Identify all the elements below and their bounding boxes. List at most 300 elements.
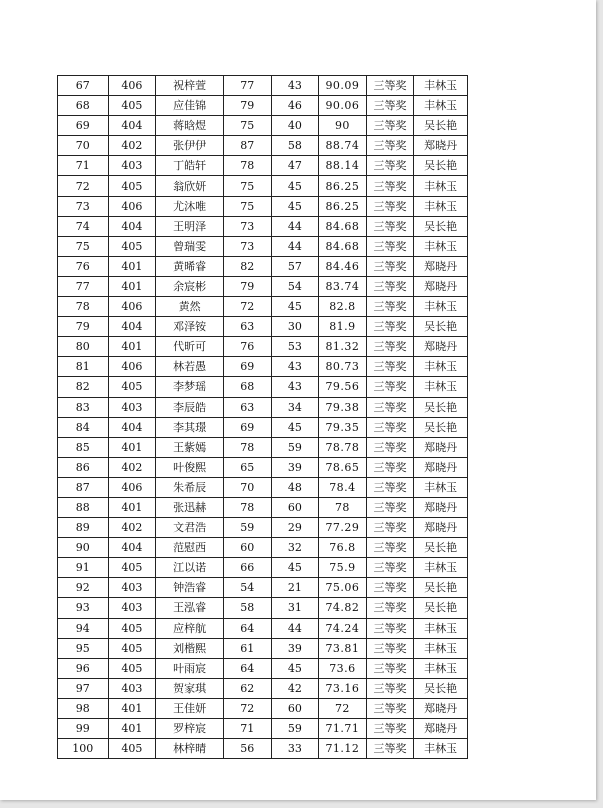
score-1-cell: 62 [224, 678, 272, 698]
rank-cell: 71 [58, 156, 109, 176]
rank-cell: 84 [58, 417, 109, 437]
total-score-cell: 88.14 [319, 156, 367, 176]
award-cell: 三等奖 [366, 618, 414, 638]
total-score-cell: 80.73 [319, 357, 367, 377]
table-row [58, 618, 468, 638]
teacher-cell: 丰林玉 [414, 477, 468, 497]
student-name-cell: 李梦瑶 [156, 377, 224, 397]
score-1-cell: 54 [224, 578, 272, 598]
teacher-cell: 吴长艳 [414, 397, 468, 417]
score-2-cell: 43 [271, 357, 319, 377]
award-cell: 三等奖 [366, 116, 414, 136]
total-score-cell: 84.68 [319, 236, 367, 256]
rank-cell: 87 [58, 477, 109, 497]
score-2-cell: 30 [271, 317, 319, 337]
student-name-cell: 罗梓宸 [156, 719, 224, 739]
student-name-cell: 林梓晴 [156, 739, 224, 759]
total-score-cell: 86.25 [319, 196, 367, 216]
award-cell: 三等奖 [366, 658, 414, 678]
score-2-cell: 29 [271, 518, 319, 538]
table-row [58, 678, 468, 698]
score-1-cell: 75 [224, 116, 272, 136]
score-1-cell: 63 [224, 317, 272, 337]
teacher-cell: 吴长艳 [414, 538, 468, 558]
student-name-cell: 张迅赫 [156, 497, 224, 517]
teacher-cell: 吴长艳 [414, 116, 468, 136]
table-row [58, 357, 468, 377]
award-cell: 三等奖 [366, 76, 414, 96]
score-1-cell: 72 [224, 698, 272, 718]
class-cell: 401 [108, 337, 156, 357]
student-name-cell: 黄然 [156, 297, 224, 317]
teacher-cell: 郑晓丹 [414, 497, 468, 517]
total-score-cell: 73.16 [319, 678, 367, 698]
score-1-cell: 56 [224, 739, 272, 759]
rank-cell: 85 [58, 437, 109, 457]
rank-cell: 91 [58, 558, 109, 578]
rank-cell: 96 [58, 658, 109, 678]
score-1-cell: 70 [224, 477, 272, 497]
student-name-cell: 朱希辰 [156, 477, 224, 497]
teacher-cell: 丰林玉 [414, 297, 468, 317]
award-cell: 三等奖 [366, 739, 414, 759]
table-row [58, 497, 468, 517]
total-score-cell: 84.68 [319, 216, 367, 236]
award-cell: 三等奖 [366, 337, 414, 357]
score-2-cell: 45 [271, 297, 319, 317]
total-score-cell: 79.35 [319, 417, 367, 437]
score-1-cell: 75 [224, 196, 272, 216]
total-score-cell: 88.74 [319, 136, 367, 156]
total-score-cell: 72 [319, 698, 367, 718]
score-2-cell: 43 [271, 76, 319, 96]
teacher-cell: 郑晓丹 [414, 276, 468, 296]
teacher-cell: 郑晓丹 [414, 136, 468, 156]
score-2-cell: 46 [271, 96, 319, 116]
award-cell: 三等奖 [366, 417, 414, 437]
class-cell: 403 [108, 578, 156, 598]
student-name-cell: 黄晞睿 [156, 256, 224, 276]
table-row [58, 538, 468, 558]
student-name-cell: 张伊伊 [156, 136, 224, 156]
class-cell: 402 [108, 136, 156, 156]
score-1-cell: 58 [224, 598, 272, 618]
score-2-cell: 21 [271, 578, 319, 598]
table-row [58, 719, 468, 739]
award-cell: 三等奖 [366, 638, 414, 658]
teacher-cell: 丰林玉 [414, 618, 468, 638]
rank-cell: 74 [58, 216, 109, 236]
table-row [58, 417, 468, 437]
class-cell: 406 [108, 76, 156, 96]
student-name-cell: 王紫嫣 [156, 437, 224, 457]
score-1-cell: 79 [224, 276, 272, 296]
rank-cell: 99 [58, 719, 109, 739]
total-score-cell: 81.9 [319, 317, 367, 337]
rank-cell: 95 [58, 638, 109, 658]
student-name-cell: 尤沐唯 [156, 196, 224, 216]
class-cell: 405 [108, 558, 156, 578]
rank-cell: 70 [58, 136, 109, 156]
teacher-cell: 郑晓丹 [414, 256, 468, 276]
award-cell: 三等奖 [366, 156, 414, 176]
total-score-cell: 78 [319, 497, 367, 517]
student-name-cell: 应梓航 [156, 618, 224, 638]
award-cell: 三等奖 [366, 497, 414, 517]
rank-cell: 76 [58, 256, 109, 276]
total-score-cell: 71.12 [319, 739, 367, 759]
class-cell: 401 [108, 497, 156, 517]
score-2-cell: 44 [271, 216, 319, 236]
teacher-cell: 吴长艳 [414, 598, 468, 618]
score-1-cell: 69 [224, 357, 272, 377]
rank-cell: 94 [58, 618, 109, 638]
total-score-cell: 79.38 [319, 397, 367, 417]
score-2-cell: 32 [271, 538, 319, 558]
table-row [58, 116, 468, 136]
table-row [58, 96, 468, 116]
student-name-cell: 李其璟 [156, 417, 224, 437]
total-score-cell: 71.71 [319, 719, 367, 739]
rank-cell: 89 [58, 518, 109, 538]
score-2-cell: 47 [271, 156, 319, 176]
class-cell: 406 [108, 196, 156, 216]
score-1-cell: 73 [224, 236, 272, 256]
score-2-cell: 58 [271, 136, 319, 156]
score-1-cell: 61 [224, 638, 272, 658]
table-row [58, 558, 468, 578]
award-cell: 三等奖 [366, 136, 414, 156]
class-cell: 404 [108, 216, 156, 236]
rank-cell: 81 [58, 357, 109, 377]
score-1-cell: 59 [224, 518, 272, 538]
class-cell: 404 [108, 538, 156, 558]
total-score-cell: 74.82 [319, 598, 367, 618]
rank-cell: 86 [58, 457, 109, 477]
teacher-cell: 吴长艳 [414, 216, 468, 236]
student-name-cell: 余宸彬 [156, 276, 224, 296]
teacher-cell: 丰林玉 [414, 236, 468, 256]
award-cell: 三等奖 [366, 196, 414, 216]
score-2-cell: 60 [271, 698, 319, 718]
student-name-cell: 王明泽 [156, 216, 224, 236]
student-name-cell: 蒋晗煜 [156, 116, 224, 136]
score-1-cell: 78 [224, 156, 272, 176]
score-1-cell: 71 [224, 719, 272, 739]
teacher-cell: 吴长艳 [414, 578, 468, 598]
student-name-cell: 范慰西 [156, 538, 224, 558]
class-cell: 404 [108, 417, 156, 437]
score-1-cell: 60 [224, 538, 272, 558]
table-row [58, 216, 468, 236]
award-cell: 三等奖 [366, 538, 414, 558]
teacher-cell: 丰林玉 [414, 76, 468, 96]
total-score-cell: 78.78 [319, 437, 367, 457]
score-1-cell: 87 [224, 136, 272, 156]
table-row [58, 638, 468, 658]
total-score-cell: 86.25 [319, 176, 367, 196]
rank-cell: 69 [58, 116, 109, 136]
award-cell: 三等奖 [366, 518, 414, 538]
total-score-cell: 81.32 [319, 337, 367, 357]
student-name-cell: 贺家琪 [156, 678, 224, 698]
score-2-cell: 44 [271, 236, 319, 256]
total-score-cell: 78.65 [319, 457, 367, 477]
student-name-cell: 祝梓萱 [156, 76, 224, 96]
table-row [58, 176, 468, 196]
total-score-cell: 75.9 [319, 558, 367, 578]
total-score-cell: 73.81 [319, 638, 367, 658]
results-table [57, 75, 468, 759]
score-1-cell: 75 [224, 176, 272, 196]
rank-cell: 100 [58, 739, 109, 759]
table-row [58, 136, 468, 156]
score-1-cell: 72 [224, 297, 272, 317]
score-2-cell: 48 [271, 477, 319, 497]
table-row [58, 739, 468, 759]
teacher-cell: 丰林玉 [414, 357, 468, 377]
score-1-cell: 63 [224, 397, 272, 417]
score-2-cell: 60 [271, 497, 319, 517]
class-cell: 401 [108, 256, 156, 276]
award-cell: 三等奖 [366, 678, 414, 698]
award-cell: 三等奖 [366, 297, 414, 317]
score-2-cell: 43 [271, 377, 319, 397]
total-score-cell: 79.56 [319, 377, 367, 397]
class-cell: 401 [108, 719, 156, 739]
rank-cell: 98 [58, 698, 109, 718]
rank-cell: 75 [58, 236, 109, 256]
score-2-cell: 59 [271, 437, 319, 457]
total-score-cell: 82.8 [319, 297, 367, 317]
table-row [58, 196, 468, 216]
rank-cell: 97 [58, 678, 109, 698]
score-1-cell: 69 [224, 417, 272, 437]
table-row [58, 698, 468, 718]
class-cell: 405 [108, 618, 156, 638]
total-score-cell: 90.09 [319, 76, 367, 96]
class-cell: 401 [108, 437, 156, 457]
score-2-cell: 45 [271, 417, 319, 437]
score-1-cell: 82 [224, 256, 272, 276]
award-cell: 三等奖 [366, 176, 414, 196]
table-row [58, 317, 468, 337]
award-cell: 三等奖 [366, 216, 414, 236]
teacher-cell: 郑晓丹 [414, 518, 468, 538]
student-name-cell: 叶俊熙 [156, 457, 224, 477]
award-cell: 三等奖 [366, 477, 414, 497]
class-cell: 403 [108, 598, 156, 618]
teacher-cell: 吴长艳 [414, 156, 468, 176]
rank-cell: 93 [58, 598, 109, 618]
class-cell: 402 [108, 518, 156, 538]
teacher-cell: 丰林玉 [414, 558, 468, 578]
student-name-cell: 钟浩睿 [156, 578, 224, 598]
table-row [58, 337, 468, 357]
rank-cell: 83 [58, 397, 109, 417]
student-name-cell: 江以诺 [156, 558, 224, 578]
total-score-cell: 75.06 [319, 578, 367, 598]
student-name-cell: 文君浩 [156, 518, 224, 538]
score-2-cell: 53 [271, 337, 319, 357]
table-row [58, 297, 468, 317]
award-cell: 三等奖 [366, 96, 414, 116]
class-cell: 404 [108, 317, 156, 337]
rank-cell: 67 [58, 76, 109, 96]
teacher-cell: 郑晓丹 [414, 698, 468, 718]
score-1-cell: 68 [224, 377, 272, 397]
total-score-cell: 90.06 [319, 96, 367, 116]
class-cell: 405 [108, 739, 156, 759]
student-name-cell: 曾瑞雯 [156, 236, 224, 256]
class-cell: 405 [108, 236, 156, 256]
score-1-cell: 73 [224, 216, 272, 236]
class-cell: 406 [108, 297, 156, 317]
table-row [58, 598, 468, 618]
total-score-cell: 73.6 [319, 658, 367, 678]
score-2-cell: 31 [271, 598, 319, 618]
rank-cell: 88 [58, 497, 109, 517]
award-cell: 三等奖 [366, 276, 414, 296]
score-2-cell: 59 [271, 719, 319, 739]
teacher-cell: 郑晓丹 [414, 719, 468, 739]
class-cell: 401 [108, 276, 156, 296]
score-2-cell: 45 [271, 176, 319, 196]
student-name-cell: 代昕可 [156, 337, 224, 357]
score-1-cell: 64 [224, 618, 272, 638]
score-2-cell: 45 [271, 196, 319, 216]
student-name-cell: 丁皓轩 [156, 156, 224, 176]
award-cell: 三等奖 [366, 397, 414, 417]
rank-cell: 72 [58, 176, 109, 196]
total-score-cell: 84.46 [319, 256, 367, 276]
teacher-cell: 丰林玉 [414, 196, 468, 216]
award-cell: 三等奖 [366, 256, 414, 276]
score-2-cell: 44 [271, 618, 319, 638]
table-row [58, 377, 468, 397]
score-1-cell: 66 [224, 558, 272, 578]
class-cell: 405 [108, 377, 156, 397]
student-name-cell: 王泓睿 [156, 598, 224, 618]
total-score-cell: 77.29 [319, 518, 367, 538]
teacher-cell: 吴长艳 [414, 417, 468, 437]
rank-cell: 82 [58, 377, 109, 397]
teacher-cell: 丰林玉 [414, 377, 468, 397]
teacher-cell: 郑晓丹 [414, 437, 468, 457]
score-2-cell: 39 [271, 638, 319, 658]
student-name-cell: 李辰皓 [156, 397, 224, 417]
award-cell: 三等奖 [366, 357, 414, 377]
class-cell: 401 [108, 698, 156, 718]
table-row [58, 256, 468, 276]
award-cell: 三等奖 [366, 236, 414, 256]
class-cell: 406 [108, 357, 156, 377]
table-row [58, 477, 468, 497]
class-cell: 402 [108, 457, 156, 477]
score-2-cell: 54 [271, 276, 319, 296]
total-score-cell: 76.8 [319, 538, 367, 558]
teacher-cell: 郑晓丹 [414, 337, 468, 357]
student-name-cell: 应佳锦 [156, 96, 224, 116]
class-cell: 406 [108, 477, 156, 497]
table-row [58, 76, 468, 96]
class-cell: 403 [108, 156, 156, 176]
teacher-cell: 丰林玉 [414, 638, 468, 658]
teacher-cell: 吴长艳 [414, 317, 468, 337]
award-cell: 三等奖 [366, 457, 414, 477]
student-name-cell: 邓泽铵 [156, 317, 224, 337]
score-1-cell: 79 [224, 96, 272, 116]
rank-cell: 90 [58, 538, 109, 558]
total-score-cell: 74.24 [319, 618, 367, 638]
rank-cell: 79 [58, 317, 109, 337]
rank-cell: 73 [58, 196, 109, 216]
table-row [58, 658, 468, 678]
student-name-cell: 林若愚 [156, 357, 224, 377]
teacher-cell: 丰林玉 [414, 739, 468, 759]
rank-cell: 92 [58, 578, 109, 598]
class-cell: 405 [108, 96, 156, 116]
score-1-cell: 65 [224, 457, 272, 477]
class-cell: 403 [108, 397, 156, 417]
table-row [58, 397, 468, 417]
rank-cell: 68 [58, 96, 109, 116]
class-cell: 405 [108, 638, 156, 658]
teacher-cell: 郑晓丹 [414, 457, 468, 477]
student-name-cell: 翁欣妍 [156, 176, 224, 196]
score-2-cell: 39 [271, 457, 319, 477]
teacher-cell: 吴长艳 [414, 678, 468, 698]
table-row [58, 236, 468, 256]
rank-cell: 77 [58, 276, 109, 296]
teacher-cell: 丰林玉 [414, 96, 468, 116]
table-row [58, 276, 468, 296]
total-score-cell: 90 [319, 116, 367, 136]
score-1-cell: 77 [224, 76, 272, 96]
student-name-cell: 王佳妍 [156, 698, 224, 718]
total-score-cell: 83.74 [319, 276, 367, 296]
award-cell: 三等奖 [366, 698, 414, 718]
award-cell: 三等奖 [366, 578, 414, 598]
score-2-cell: 57 [271, 256, 319, 276]
teacher-cell: 丰林玉 [414, 658, 468, 678]
class-cell: 404 [108, 116, 156, 136]
award-cell: 三等奖 [366, 558, 414, 578]
class-cell: 405 [108, 658, 156, 678]
score-2-cell: 40 [271, 116, 319, 136]
score-1-cell: 78 [224, 497, 272, 517]
table-row [58, 437, 468, 457]
score-2-cell: 45 [271, 658, 319, 678]
award-cell: 三等奖 [366, 317, 414, 337]
award-cell: 三等奖 [366, 719, 414, 739]
table-row [58, 457, 468, 477]
score-2-cell: 42 [271, 678, 319, 698]
score-2-cell: 45 [271, 558, 319, 578]
score-2-cell: 34 [271, 397, 319, 417]
rank-cell: 80 [58, 337, 109, 357]
teacher-cell: 丰林玉 [414, 176, 468, 196]
award-cell: 三等奖 [366, 377, 414, 397]
score-1-cell: 78 [224, 437, 272, 457]
award-cell: 三等奖 [366, 437, 414, 457]
table-row [58, 578, 468, 598]
award-cell: 三等奖 [366, 598, 414, 618]
total-score-cell: 78.4 [319, 477, 367, 497]
table-row [58, 518, 468, 538]
student-name-cell: 叶雨宸 [156, 658, 224, 678]
score-1-cell: 64 [224, 658, 272, 678]
